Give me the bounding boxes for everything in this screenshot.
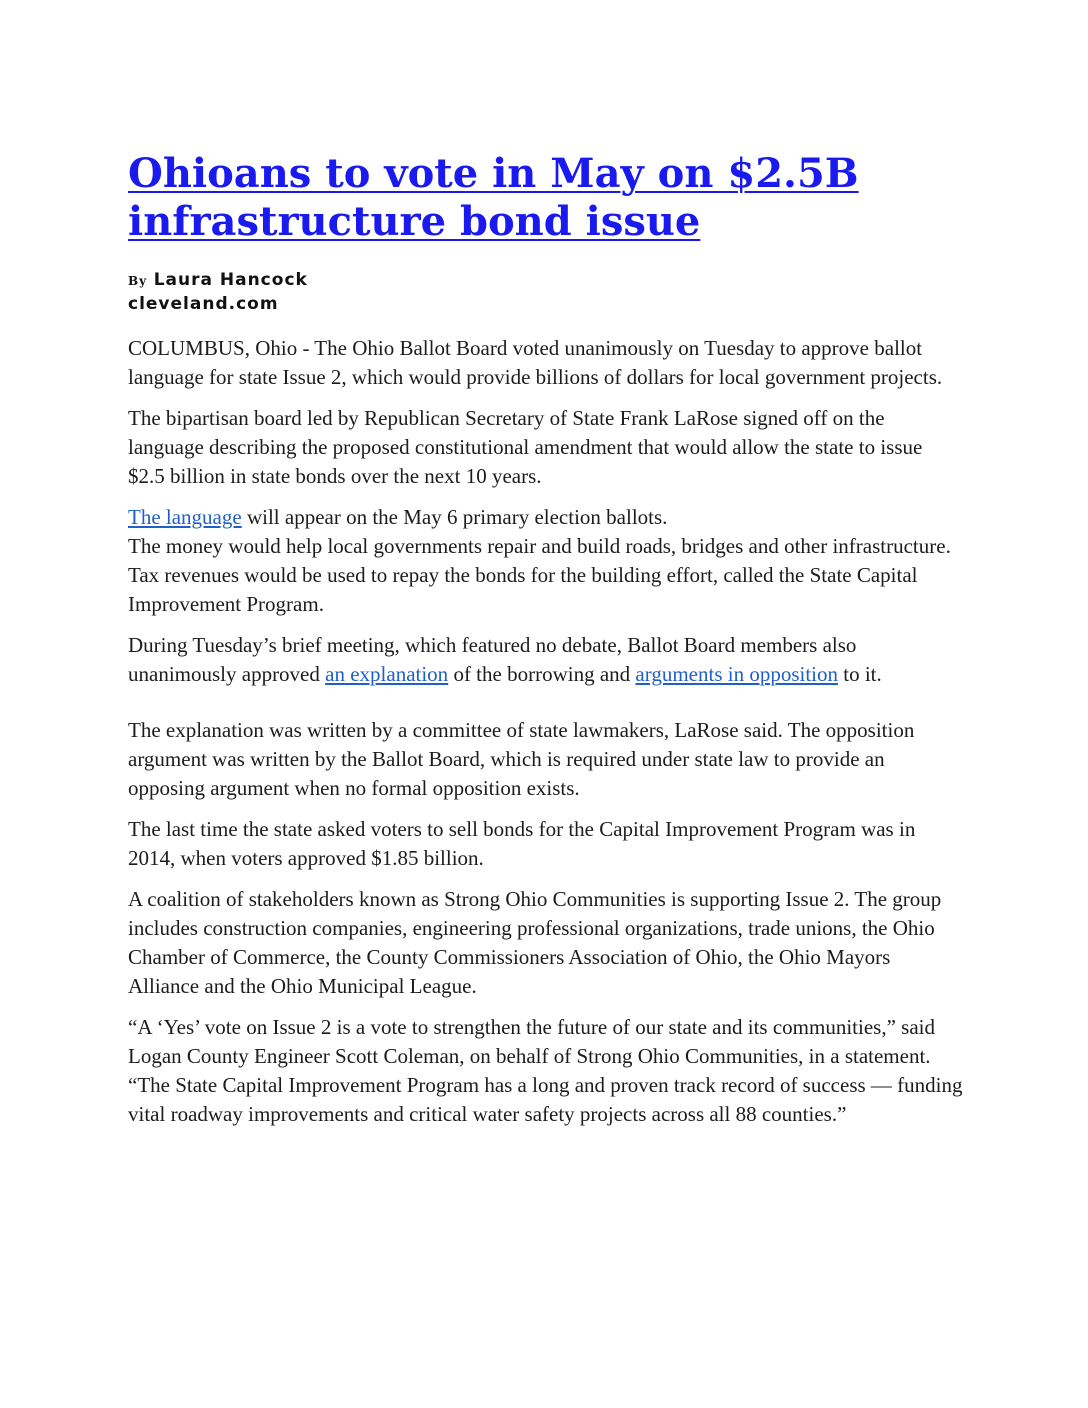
headline-line-2: infrastructure bond issue — [128, 198, 701, 245]
byline — [128, 268, 963, 316]
explanation-link[interactable]: an explanation — [325, 662, 449, 686]
paragraph-5 — [128, 631, 963, 689]
byline-prefix: By — [128, 274, 148, 288]
article-page — [128, 150, 963, 1141]
paragraph-9: “A ‘Yes’ vote on Issue 2 is a vote to strengthen the future of our state and its communities,” said Logan County Engineer Scott Coleman, on behalf of Strong Ohio Communities, in a statement. “The State Capital Improvement Program has a long and proven track record of success — funding vital roadway improvements and critical water safety projects across all 88 counties.” — [128, 1015, 963, 1126]
paragraph-5-text-c: to it. — [838, 662, 882, 686]
paragraph-5-text-b: of the borrowing and — [448, 662, 636, 686]
article-body — [128, 334, 963, 1129]
paragraph-2: The bipartisan board led by Republican Secretary of State Frank LaRose signed off on the language describing the proposed constitutional amendment that would allow the state to issue $2.5 billion in state bonds over the next 10 years. — [128, 406, 923, 488]
headline-line-1: Ohioans to vote in May on $2.5B — [128, 150, 859, 197]
the-language-link[interactable]: The language — [128, 505, 242, 529]
paragraph-5-text-a: During Tuesday’s brief meeting, which featured no debate, Ballot Board members also unanimously approved — [128, 633, 857, 686]
source-name: cleveland.com — [128, 294, 279, 314]
paragraph-3 — [128, 503, 963, 532]
arguments-in-opposition-link[interactable]: arguments in opposition — [635, 662, 839, 686]
author-name: Laura Hancock — [153, 270, 308, 290]
paragraph-6: The explanation was written by a committee of state lawmakers, LaRose said. The opposition argument was written by the Ballot Board, which is required under state law to provide an opposing argument when no formal opposition exists. — [128, 718, 915, 800]
paragraph-7: The last time the state asked voters to sell bonds for the Capital Improvement Program was in 2014, when voters approved $1.85 billion. — [128, 817, 916, 870]
paragraph-3-text: will appear on the May 6 primary election ballots. — [241, 505, 668, 529]
headline-link[interactable] — [128, 150, 859, 245]
paragraph-1: COLUMBUS, Ohio - The Ohio Ballot Board voted unanimously on Tuesday to approve ballot language for state Issue 2, which would provide billions of dollars for local government projects. — [128, 336, 943, 389]
paragraph-8: A coalition of stakeholders known as Strong Ohio Communities is supporting Issue 2. The group includes construction companies, engineering professional organizations, trade unions, the Ohio Chamber of Commerce, the County Commissioners Association of Ohio, the Ohio Mayors Alliance and the Ohio Municipal League. — [128, 887, 942, 998]
paragraph-4: The money would help local governments repair and build roads, bridges and other infrastructure. Tax revenues would be used to repay the bonds for the building effort, called the State Capital Improvement Program. — [128, 534, 951, 616]
article-headline — [128, 150, 963, 246]
